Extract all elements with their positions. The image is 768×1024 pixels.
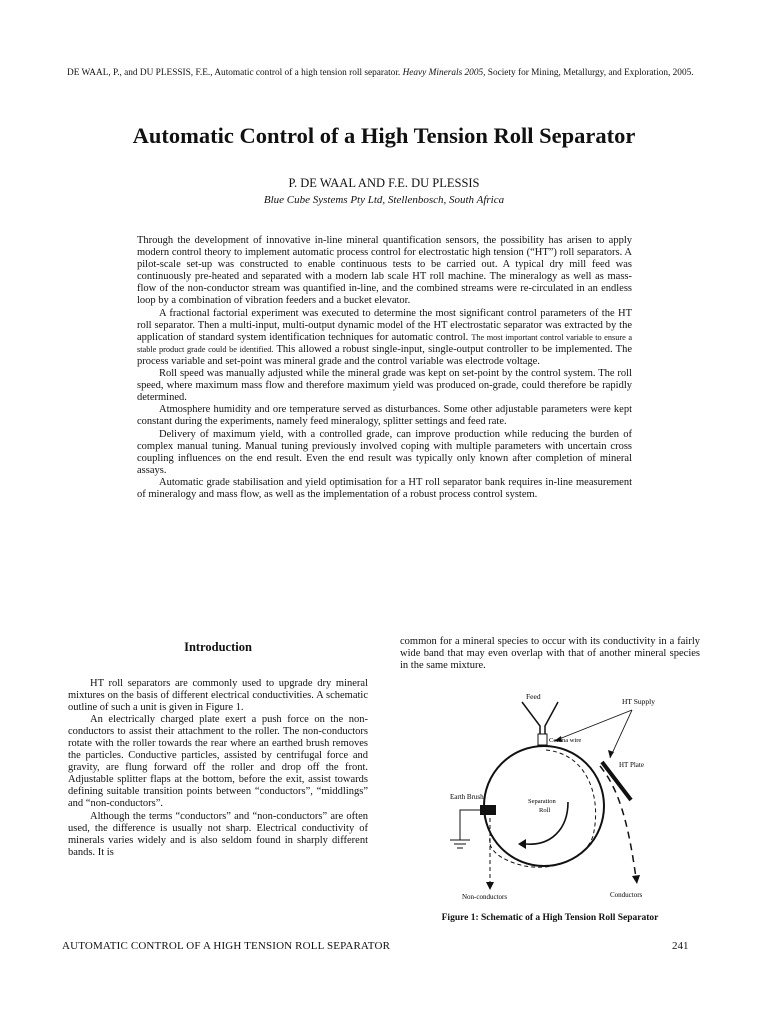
paper-title: Automatic Control of a High Tension Roll Separator xyxy=(132,123,636,148)
conductors-arrowhead xyxy=(632,875,640,884)
abstract-text: This allowed a robust single-input, single-output controller to be implemented. The process variable and set-point was mineral grade and the control variable was electrode voltage. xyxy=(137,343,632,367)
separation-roll xyxy=(484,746,604,866)
right-column xyxy=(400,636,700,672)
body-paragraph: common for a mineral species to occur with its conductivity in a fairly wide band that may even overlap with that of another mineral species in the same mixture. xyxy=(400,636,700,672)
section-heading-introduction: Introduction xyxy=(184,640,252,654)
page-number: 241 xyxy=(672,940,689,952)
label-non-conductors: Non-conductors xyxy=(462,893,508,901)
citation-journal: Heavy Minerals 2005, xyxy=(402,68,486,78)
citation-text: DE WAAL, P., and DU PLESSIS, F.E., Automatic control of a high tension roll separator. xyxy=(67,68,403,78)
label-corona-wire: Corona wire xyxy=(549,737,582,744)
affiliation: Blue Cube Systems Pty Ltd, Stellenbosch, South Africa xyxy=(263,194,505,206)
corona-wire-box xyxy=(538,734,547,745)
figure-caption: Figure 1: Schematic of a High Tension Roll Separator xyxy=(441,913,659,923)
label-ht-plate: HT Plate xyxy=(619,761,644,769)
figure-schematic xyxy=(418,688,680,903)
abstract-paragraph: Roll speed was manually adjusted while the mineral grade was kept on set-point by the control system. The roll speed, where maximum mass flow and therefore maximum yield was produced on-grade, could therefore be rapidly determined. xyxy=(137,368,632,404)
earth-brush xyxy=(480,805,496,815)
non-conductors-arrowhead xyxy=(486,882,494,890)
label-roll: Roll xyxy=(539,807,551,814)
body-paragraph: An electrically charged plate exert a push force on the non-conductors to assist their attachment to the roller. The non-conductors rotate with the roller towards the rear where an earthed brush removes the particles. Conductive particles, assisted by centrifugal force and gravity, are flung forward off the roller and drop off the front. Adjustable splitter flaps at the bottom, before the exit, assist towards defining suitable transition points between “conductors”, “middlings” and “non-conductors”. xyxy=(68,714,368,810)
authors: P. DE WAAL AND F.E. DU PLESSIS xyxy=(288,176,480,190)
abstract-paragraph: Delivery of maximum yield, with a controlled grade, can improve production while reducing the burden of complex manual tuning. Manual tuning previously involved coping with multiple parameters with uncertain cross coupling influences on the end result. Even the end result was typically only known after completion of mineral assays. xyxy=(137,428,632,476)
abstract-paragraph xyxy=(137,308,632,368)
rotation-arrowhead xyxy=(518,839,526,849)
earth-wire xyxy=(460,810,480,840)
label-feed: Feed xyxy=(526,692,541,701)
abstract-text: A fractional factorial experiment was executed to determine the most significant control parameters of the HT roll separator. Then a multi-input, multi-output dynamic model of the HT electrostatic separator was extracted by the application of standard system identification techniques for automatic control. xyxy=(137,307,632,343)
abstract-paragraph: Automatic grade stabilisation and yield optimisation for a HT roll separator bank requires in-line measurement of mineralogy and mass flow, as well as the implementation of a robust process control system. xyxy=(137,476,632,500)
running-footer-title: AUTOMATIC CONTROL OF A HIGH TENSION ROLL SEPARATOR xyxy=(62,940,391,952)
label-ht-supply: HT Supply xyxy=(622,697,655,706)
citation-publisher: Society for Mining, Metallurgy, and Exploration, 2005. xyxy=(485,68,694,78)
citation xyxy=(67,67,703,79)
left-column xyxy=(68,640,368,859)
label-separation: Separation xyxy=(528,798,556,805)
abstract-paragraph: Through the development of innovative in-line mineral quantification sensors, the possibility has arisen to apply modern control theory to implement automatic process control for electrostatic high tension (“HT”) roll separators. A pilot-scale set-up was constructed to enable continuous tests to be carried out. A typical dry mill feed was continuously pre-heated and separated with a modern lab scale HT roll machine. The mineralogy as well as mass-flow of the non-conductor stream was quantified in-line, and the combined streams were re-circulated in an endless loop by a combination of vibration feeders and a bucket elevator. xyxy=(137,235,632,307)
abstract-paragraph: Atmosphere humidity and ore temperature served as disturbances. Some other adjustable parameters were kept constant during the experiments, namely feed mineralogy, splitter settings and feed rate. xyxy=(137,404,632,428)
abstract-small-text: The most important control variable to ensure a stable product grade could be identified. xyxy=(137,332,633,354)
label-conductors: Conductors xyxy=(610,891,643,899)
label-earth-brush: Earth Brush xyxy=(450,793,484,801)
body-paragraph: Although the terms “conductors” and “non-conductors” are often used, the difference is usually not sharp. Electrical conductivity of minerals varies widely and is also seldom found in sharply different bands. It is xyxy=(68,810,368,858)
body-paragraph: HT roll separators are commonly used to upgrade dry mineral mixtures on the basis of different electrical conductivities. A schematic outline of such a unit is given in Figure 1. xyxy=(68,678,368,714)
feed-hopper xyxy=(522,702,558,738)
abstract xyxy=(137,235,632,501)
